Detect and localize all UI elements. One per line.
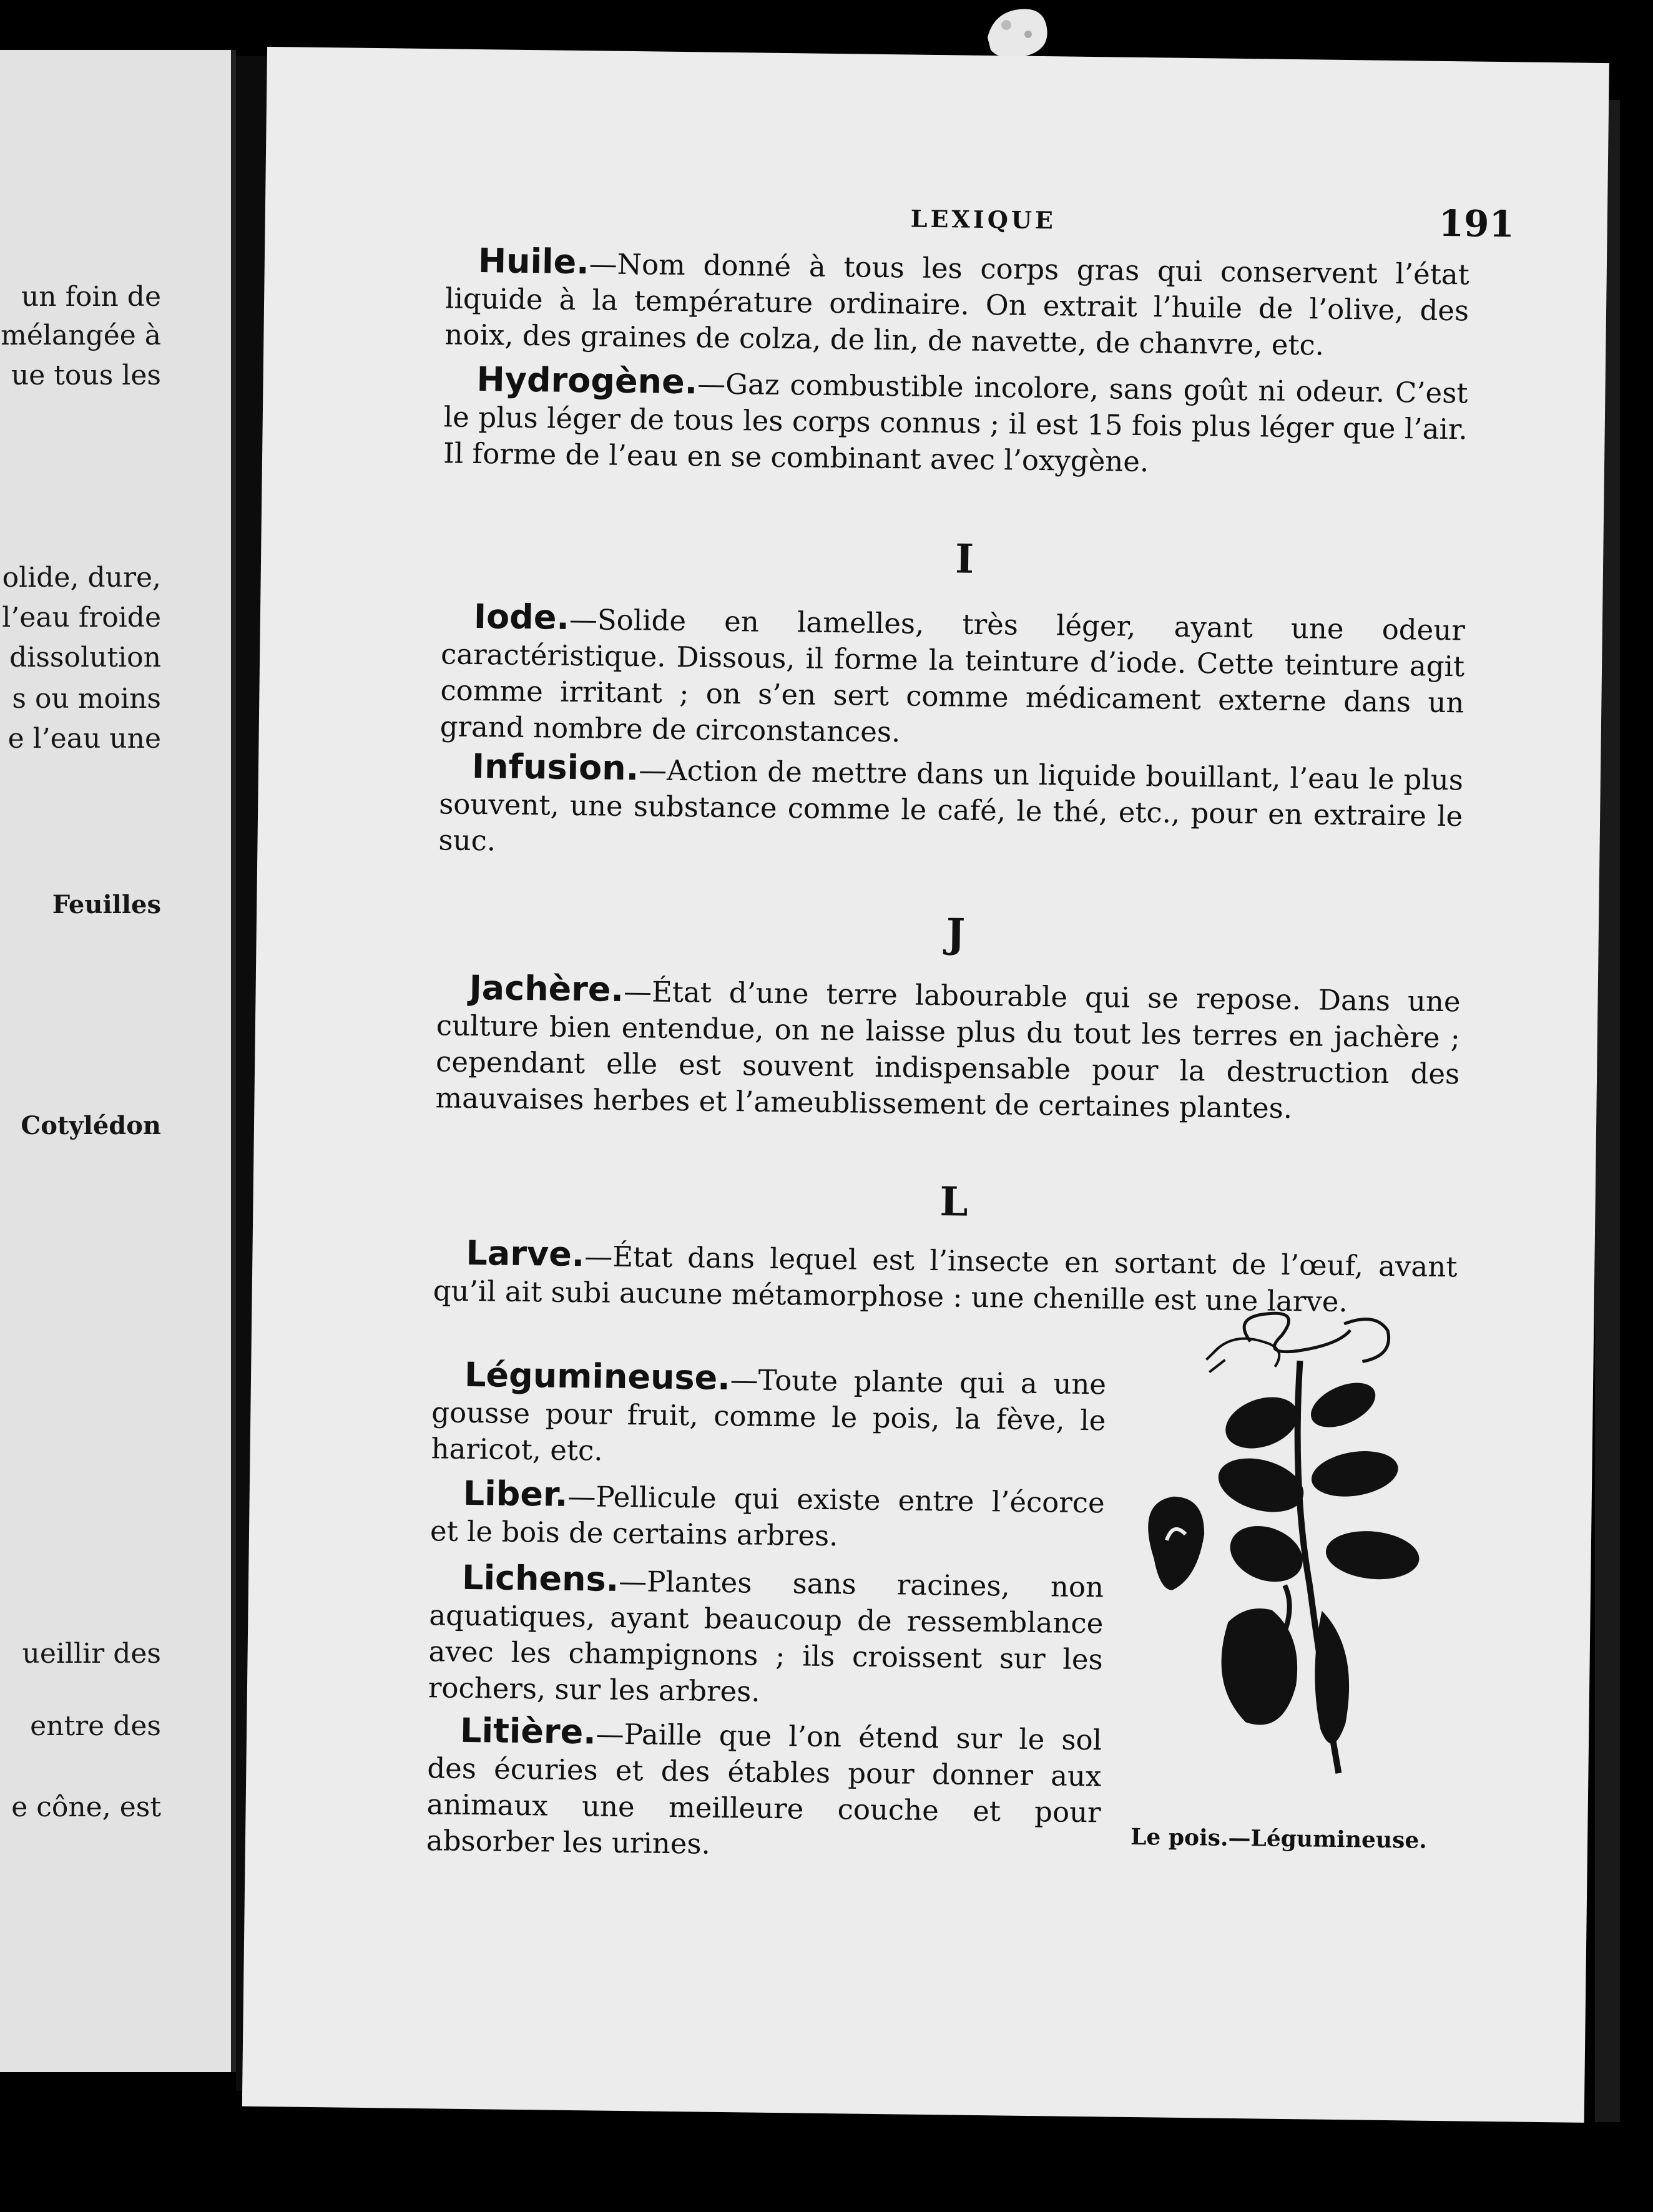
lexicon-entry <box>430 1475 1105 1557</box>
left-page-line: ueillir des <box>22 1638 161 1670</box>
entry-definition: —Gaz combustible incolore, sans goût ni odeur. C’est le plus léger de tous les corps connus ; il est 15 fois plus léger que l’air. Il forme de l’eau en se combinant avec l’oxygène. <box>443 367 1468 479</box>
entry-definition: —État d’une terre labourable qui se repose. Dans une culture bien entendue, on ne laisse plus du tout les terres en jachère ; cependant elle est souvent indispensable pour la destruction des mauvaises herbes et l’ameublissement de certaines plantes. <box>435 974 1461 1125</box>
right-page <box>242 47 1609 2123</box>
left-page-line: l’eau froide <box>2 602 161 634</box>
lexicon-entry <box>426 1712 1102 1867</box>
page-number: 191 <box>1438 202 1515 246</box>
entry-definition: —État dans lequel est l’insecte en sortant de l’œuf, avant qu’il ait subi aucune métamorphose : une chenille est une larve. <box>433 1240 1458 1319</box>
lexicon-entry <box>438 748 1463 871</box>
entry-headword: Iode. <box>473 596 570 637</box>
paper-stain <box>975 0 1056 62</box>
entry-definition: —Pellicule qui existe entre l’écorce et le bois de certains arbres. <box>429 1479 1106 1553</box>
pea-plant-icon <box>1132 1296 1432 1799</box>
entry-definition: —Paille que l’on étend sur le sol des écuries et des étables pour donner aux animaux une meilleure couche et pour absorber les urines. <box>426 1717 1102 1861</box>
entry-headword: Lichens. <box>461 1557 619 1599</box>
figure-caption: Le pois.—Légumineuse. <box>1130 1823 1428 1854</box>
entry-headword: Litière. <box>459 1710 597 1752</box>
entry-definition: —Action de mettre dans un liquide bouillant, l’eau le plus souvent, une substance comme le café, le thé, etc., pour en extraire le suc. <box>438 753 1464 858</box>
entry-headword: Huile. <box>478 241 590 282</box>
left-page-figure-label: Cotylédon <box>21 1111 161 1140</box>
entry-definition: —Solide en lamelles, très léger, ayant une odeur caractéristique. Dissous, il forme la teinture d’iode. Cette teinture agit comme irritant ; on s’en sert comme médicament externe dans un grand nombre de circonstances. <box>439 602 1466 749</box>
running-head: LEXIQUE <box>910 204 1057 235</box>
entry-headword: Légumineuse. <box>464 1354 731 1398</box>
entry-headword: Larve. <box>466 1233 585 1275</box>
entry-headword: Jachère. <box>469 967 624 1009</box>
left-page-line: e l’eau une <box>7 723 161 755</box>
left-page-line: dissolution <box>9 642 161 673</box>
entry-headword: Infusion. <box>471 746 639 788</box>
lexicon-entry <box>443 361 1468 484</box>
entry-definition: —Plantes sans racines, non aquatiques, ayant beaucoup de ressemblance avec les champignons ; ils croissent sur les rochers, sur les arbres. <box>428 1564 1104 1708</box>
left-page-line: s ou moins <box>12 683 161 715</box>
entry-headword: Hydrogène. <box>476 360 698 402</box>
entry-headword: Liber. <box>463 1473 568 1514</box>
lexicon-entry <box>435 969 1461 1128</box>
section-letter-l: L <box>939 1178 969 1226</box>
lexicon-entry <box>428 1559 1104 1714</box>
lexicon-entry <box>439 598 1465 757</box>
lexicon-entry <box>431 1356 1106 1475</box>
section-letter-j: J <box>946 910 966 957</box>
left-page <box>0 50 236 2072</box>
left-page-line: un foin de <box>21 281 161 313</box>
entry-definition: —Nom donné à tous les corps gras qui conservent l’état liquide à la température ordinaire. On extrait l’huile de l’olive, des noix, des graines de colza, de lin, de navette, de chanvre, etc. <box>444 247 1470 362</box>
entry-definition: —Toute plante qui a une gousse pour fruit, comme le pois, la fève, le haricot, etc. <box>431 1363 1107 1467</box>
left-page-figure-label: Feuilles <box>52 890 161 919</box>
left-page-line: entre des <box>30 1710 161 1742</box>
left-page-line: olide, dure, <box>2 562 161 594</box>
left-page-line: ue tous les <box>11 360 161 391</box>
lexicon-entry <box>444 242 1469 365</box>
left-page-line: e cône, est <box>11 1791 161 1823</box>
left-page-line: mélangée à <box>1 320 161 351</box>
section-letter-i: I <box>954 536 974 583</box>
